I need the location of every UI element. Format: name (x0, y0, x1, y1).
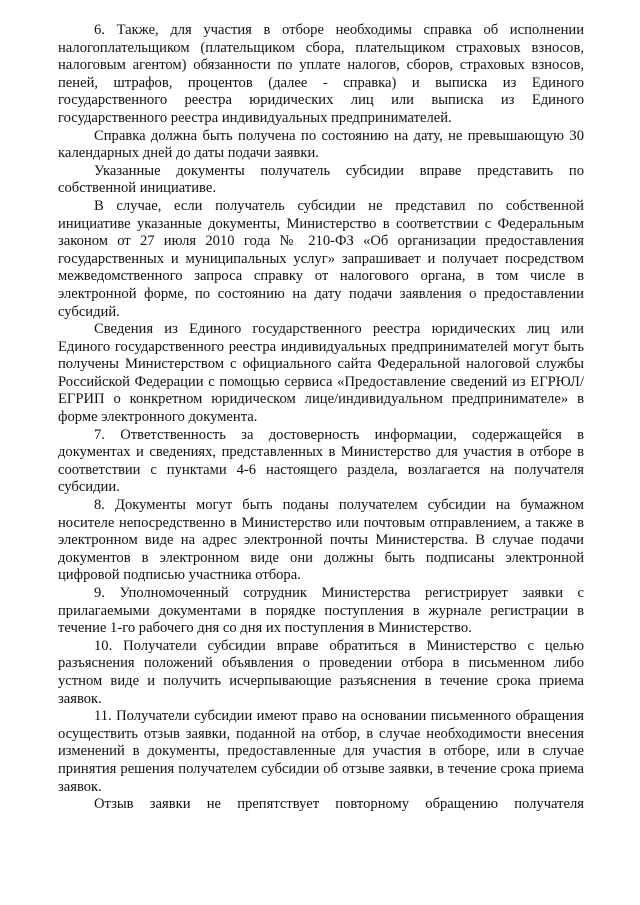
paragraph-registry-info: Сведения из Единого государственного реестра юридических лиц или Единого государственного реестра индивидуальных предпринимателей могут быть получены Министерством с официального сайта Федеральной налоговой службы Российской Федерации с помощью сервиса «Предоставление сведений из ЕГРЮЛ/ЕГРИП о конкретном юридическом лице/индивидуальном предпринимателе» в форме электронного документа. (58, 321, 584, 426)
paragraph-10: 10. Получатели субсидии вправе обратиться в Министерство с целью разъяснения положений объявления о проведении отбора в письменном либо устном виде и получить исчерпывающие разъяснения в течение срока приема заявок. (58, 637, 584, 707)
paragraph-11: 11. Получатели субсидии имеют право на основании письменного обращения осуществить отзыв заявки, поданной на отбор, в случае необходимости внесения изменений в документы, предоставленные для участия в отборе, или в случае принятия решения получателем субсидии об отзыве заявки, в течение срока приема заявок. (58, 708, 584, 795)
paragraph-withdrawal: Отзыв заявки не препятствует повторному обращению получателя (94, 796, 584, 813)
paragraph-7: 7. Ответственность за достоверность информации, содержащейся в документах и сведениях, представленных в Министерство для участия в отборе в соответствии с пунктами 4-6 настоящего раздела, возлагается на получателя субсидии. (58, 426, 584, 496)
paragraph-certificate-date: Справка должна быть получена по состоянию на дату, не превышающую 30 календарных дней до даты подачи заявки. (58, 127, 584, 162)
paragraph-9: 9. Уполномоченный сотрудник Министерства регистрирует заявки с прилагаемыми документами в порядке поступления в журнале регистрации в течение 1-го рабочего дня со дня их поступления в Министерство. (58, 585, 584, 637)
paragraph-8: 8. Документы могут быть поданы получателем субсидии на бумажном носителе непосредственно в Министерство или почтовым отправлением, а также в электронном виде на адрес электронной почты Министерства. В случае подачи документов в электронном виде они должны быть подписаны электронной цифровой подписью участника отбора. (58, 497, 584, 584)
paragraph-6: 6. Также, для участия в отборе необходимы справка об исполнении налогоплательщиком (плательщиком сбора, плательщиком страховых взносов, налоговым агентом) обязанности по уплате налогов, сборов, страховых взносов, пеней, штрафов, процентов (далее - справка) и выписка из Единого государственного реестра юридических лиц или выписка из Единого государственного реестра индивидуальных предпринимателей. (58, 22, 584, 126)
paragraph-interagency-request: В случае, если получатель субсидии не представил по собственной инициативе указанные документы, Министерство в соответствии с Федеральным законом от 27 июля 2010 года № 210-ФЗ «Об организации предоставления государственных и муниципальных услуг» запрашивает и получает посредством межведомственного запроса справку от налогового органа, в том числе в электронной форме, по состоянию на дату подачи заявления о предоставлении субсидий. (58, 197, 584, 320)
paragraph-own-initiative: Указанные документы получатель субсидии вправе представить по собственной инициативе. (58, 162, 584, 197)
